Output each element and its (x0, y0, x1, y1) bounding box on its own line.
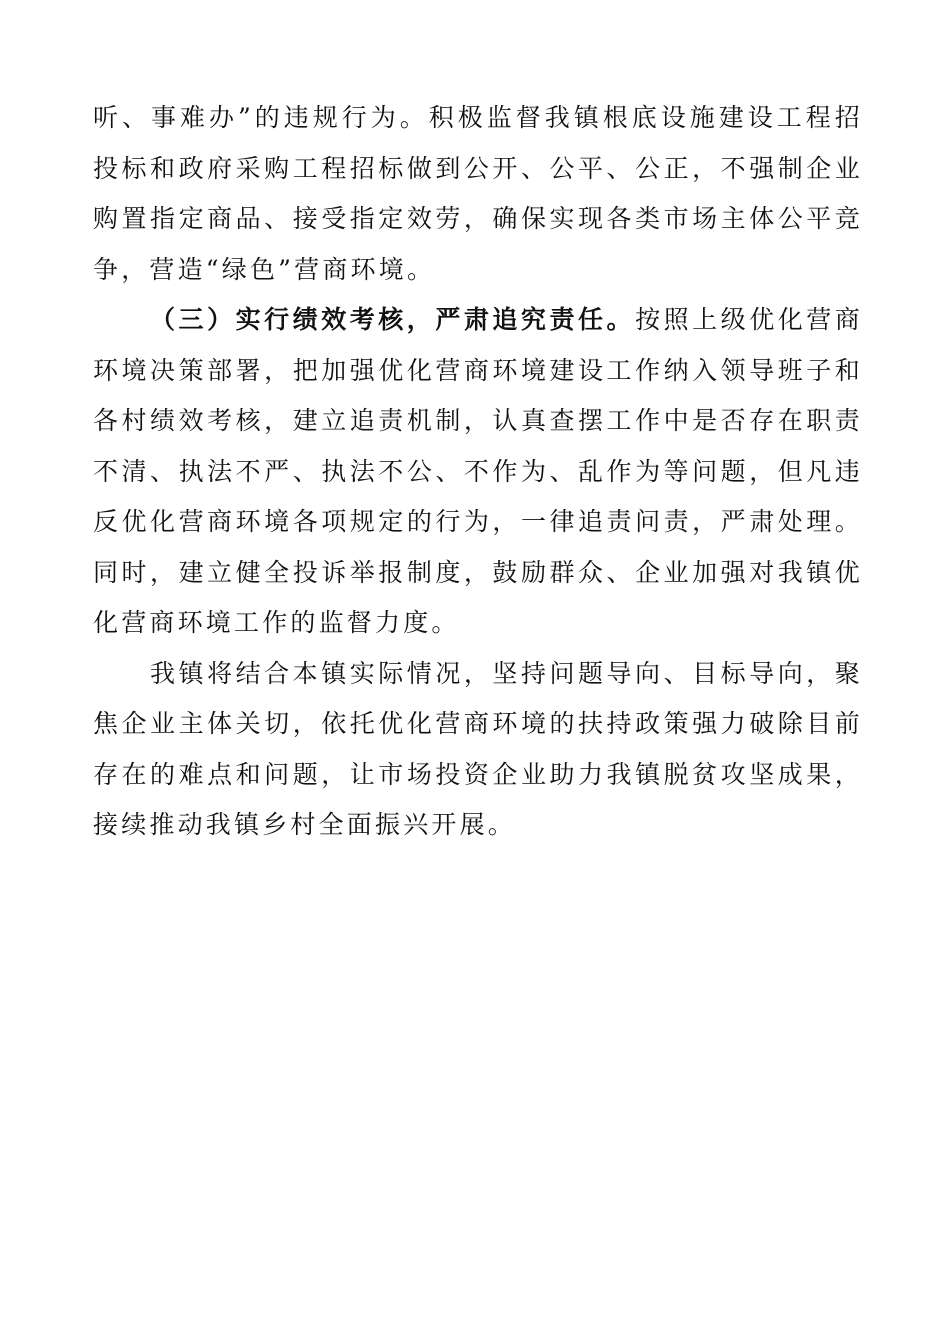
document-body (93, 93, 863, 851)
paragraph-section-three (93, 295, 863, 649)
paragraph-continuation: 听、事难办”的违规行为。积极监督我镇根底设施建设工程招投标和政府采购工程招标做到公开、公平、公正，不强制企业购置指定商品、接受指定效劳，确保实现各类市场主体公平竞争，营造“绿色”营商环境。 (93, 103, 863, 284)
section-heading: （三）实行绩效考核，严肃追究责任。 (150, 305, 636, 334)
paragraph-conclusion: 我镇将结合本镇实际情况，坚持问题导向、目标导向，聚焦企业主体关切，依托优化营商环境的扶持政策强力破除目前存在的难点和问题，让市场投资企业助力我镇脱贫攻坚成果，接续推动我镇乡村全面振兴开展。 (93, 658, 863, 839)
section-body: 按照上级优化营商环境决策部署，把加强优化营商环境建设工作纳入领导班子和各村绩效考核，建立追责机制，认真查摆工作中是否存在职责不清、执法不严、执法不公、不作为、乱作为等问题，但凡违反优化营商环境各项规定的行为，一律追责问责，严肃处理。同时，建立健全投诉举报制度，鼓励群众、企业加强对我镇优化营商环境工作的监督力度。 (93, 305, 863, 637)
